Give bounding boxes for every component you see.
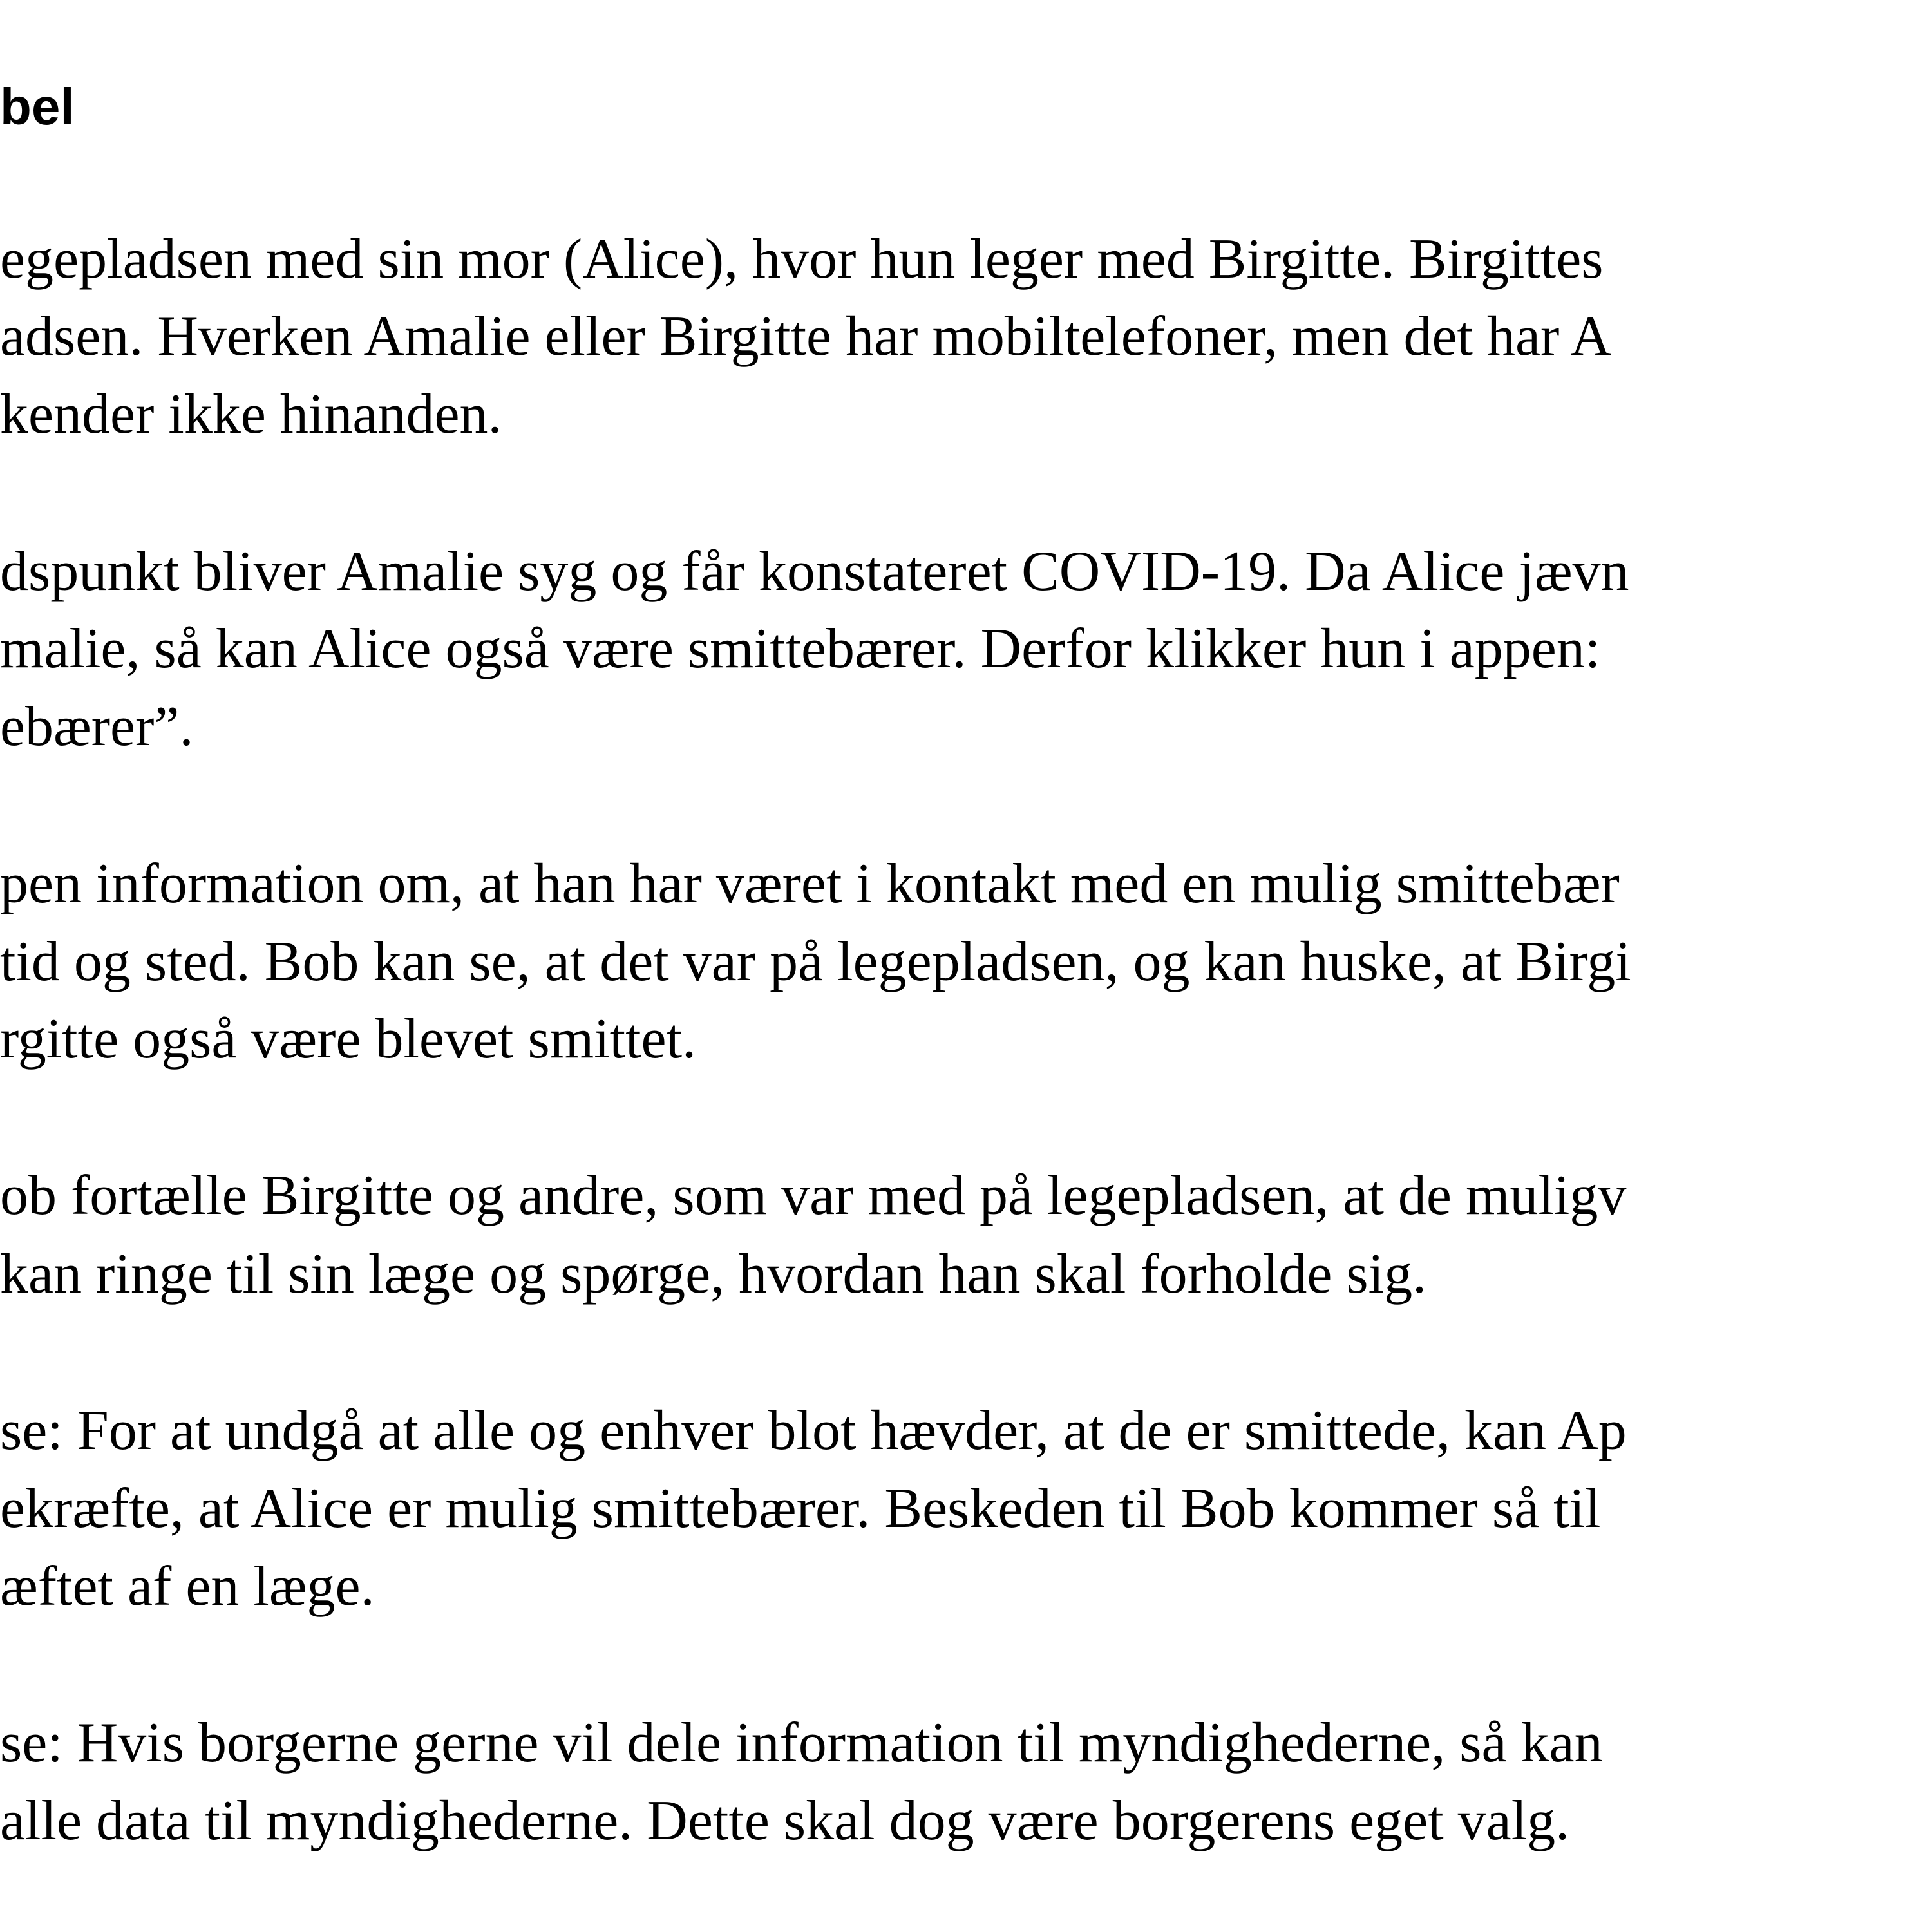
paragraph-line: tid og sted. Bob kan se, at det var på legepladsen, og kan huske, at Birgi	[0, 931, 1631, 993]
paragraph-line: rgitte også være blevet smittet.	[0, 1008, 697, 1070]
paragraph-line: se: Hvis borgerne gerne vil dele information til myndighederne, så kan	[0, 1712, 1603, 1774]
paragraph-line: dspunkt bliver Amalie syg og får konstateret COVID-19. Da Alice jævn	[0, 540, 1629, 603]
paragraph-line: kender ikke hinanden.	[0, 383, 502, 446]
paragraph-line: alle data til myndighederne. Dette skal dog være borgerens eget valg.	[0, 1790, 1570, 1852]
paragraph-line: ob fortælle Birgitte og andre, som var med på legepladsen, at de muligv	[0, 1164, 1627, 1227]
paragraph-line: adsen. Hverken Amalie eller Birgitte har mobiltelefoner, men det har A	[0, 305, 1612, 368]
document-heading: bel	[0, 78, 75, 135]
paragraph-line: æftet af en læge.	[0, 1555, 375, 1618]
paragraph-line: pen information om, at han har været i kontakt med en mulig smittebær	[0, 853, 1620, 915]
paragraph-line: egepladsen med sin mor (Alice), hvor hun leger med Birgitte. Birgittes	[0, 228, 1604, 290]
paragraph-line: ekræfte, at Alice er mulig smittebærer. Beskeden til Bob kommer så til	[0, 1477, 1601, 1540]
paragraph-line: ebærer”.	[0, 696, 194, 758]
paragraph-line: kan ringe til sin læge og spørge, hvordan han skal forholde sig.	[0, 1243, 1427, 1305]
paragraph-line: se: For at undgå at alle og enhver blot hævder, at de er smittede, kan Ap	[0, 1399, 1627, 1462]
paragraph-line: malie, så kan Alice også være smittebærer. Derfor klikker hun i appen:	[0, 618, 1601, 680]
